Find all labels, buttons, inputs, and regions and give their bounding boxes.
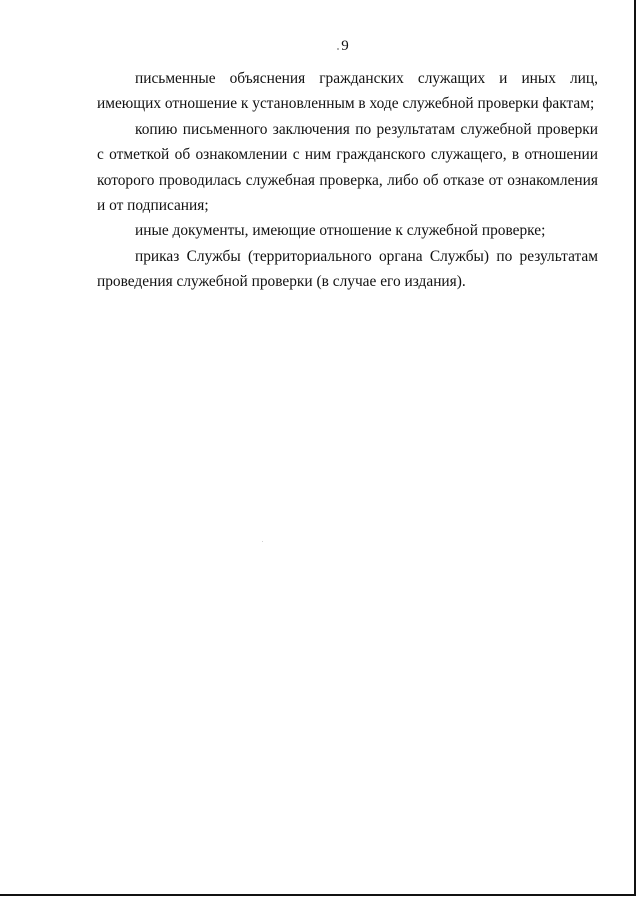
- page-number: 9: [341, 38, 349, 54]
- paragraph-explanations: письменные объяснения гражданских служащих и иных лиц, имеющих отношение к установленным в ходе служебной проверки фактам;: [97, 70, 598, 113]
- scan-speck: [337, 48, 339, 50]
- document-body: [97, 66, 598, 295]
- paragraph-other-documents: иные документы, имеющие отношение к служебной проверке;: [135, 222, 546, 240]
- scan-speck: [262, 541, 263, 542]
- paragraph-order: приказ Службы (территориального органа Службы) по результатам проведения служебной проверки (в случае его издания).: [97, 247, 598, 291]
- paragraph-conclusion-copy: копию письменного заключения по результатам служебной проверки с отметкой об ознакомлении с ним гражданского служащего, в отношении которого проводилась служебная проверка, либо об отказе от ознакомления и от подписания;: [97, 120, 598, 215]
